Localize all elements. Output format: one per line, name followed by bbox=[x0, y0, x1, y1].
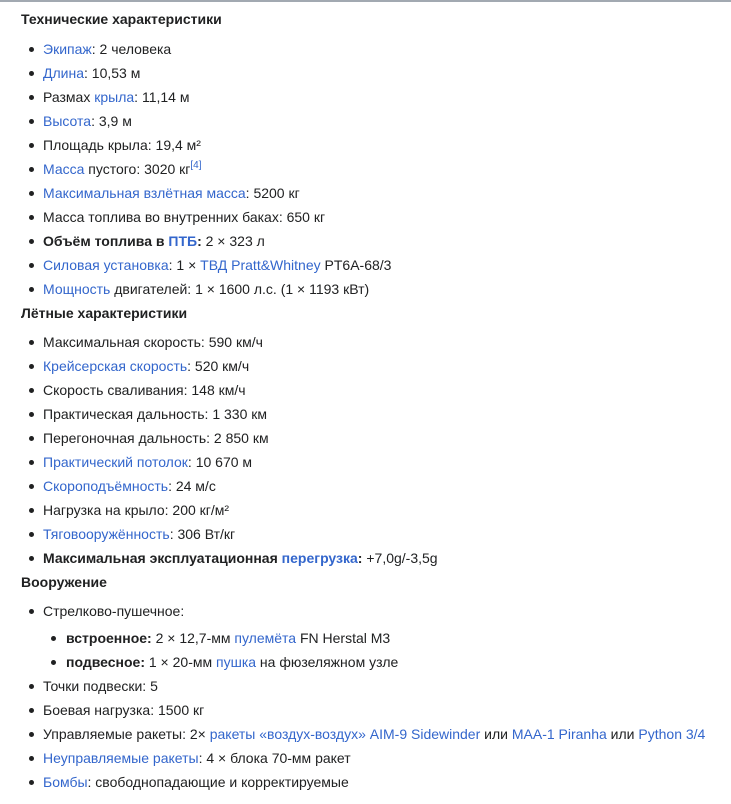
link-wing[interactable]: крыла bbox=[94, 89, 135, 105]
link-ceiling[interactable]: Практический потолок bbox=[43, 454, 188, 470]
link-aim9[interactable]: AIM-9 Sidewinder bbox=[369, 726, 481, 742]
link-tvd[interactable]: ТВД bbox=[200, 257, 228, 273]
ref-4[interactable]: [4] bbox=[190, 160, 202, 171]
item-mtow: Максимальная взлётная масса: 5200 кг bbox=[29, 184, 300, 202]
link-thrust[interactable]: Тяговооружённость bbox=[43, 526, 170, 542]
heading-armament: Вооружение bbox=[21, 574, 107, 590]
link-climb[interactable]: Скороподъёмность bbox=[43, 478, 169, 494]
link-height[interactable]: Высота bbox=[43, 113, 92, 129]
link-powerplant[interactable]: Силовая установка bbox=[43, 257, 169, 273]
link-pratt-whitney[interactable]: Pratt&Whitney bbox=[231, 257, 321, 273]
item-cruise: Крейсерская скорость: 520 км/ч bbox=[29, 357, 249, 375]
link-rockets[interactable]: Неуправляемые ракеты bbox=[43, 750, 199, 766]
link-cannon[interactable]: пушка bbox=[216, 654, 257, 670]
item-ceiling: Практический потолок: 10 670 м bbox=[29, 453, 252, 471]
item-thrust: Тяговооружённость: 306 Вт/кг bbox=[29, 525, 235, 543]
link-length[interactable]: Длина bbox=[43, 65, 84, 81]
link-power[interactable]: Мощность bbox=[43, 281, 111, 297]
item-length: Длина: 10,53 м bbox=[29, 64, 140, 82]
item-range: Практическая дальность: 1 330 км bbox=[29, 405, 267, 423]
heading-flight: Лётные характеристики bbox=[21, 305, 188, 321]
link-mass[interactable]: Масса bbox=[43, 161, 85, 177]
link-ptb[interactable]: ПТБ bbox=[168, 233, 198, 249]
item-guns-podded: подвесное: 1 × 20-мм пушка на фюзеляжном узле bbox=[51, 653, 398, 671]
heading-technical: Технические характеристики bbox=[21, 11, 222, 27]
item-guns-builtin: встроенное: 2 × 12,7-мм пулемёта FN Herstal M3 bbox=[51, 629, 390, 647]
item-span: Размах крыла: 11,14 м bbox=[29, 88, 189, 106]
item-rockets: Неуправляемые ракеты: 4 × блока 70-мм ракет bbox=[29, 749, 351, 767]
top-border bbox=[0, 0, 731, 2]
item-bombs: Бомбы: свободнопадающие и корректируемые bbox=[29, 773, 349, 791]
item-max-speed: Максимальная скорость: 590 км/ч bbox=[29, 333, 263, 351]
link-mtow[interactable]: Максимальная взлётная масса bbox=[43, 185, 246, 201]
link-crew[interactable]: Экипаж bbox=[43, 41, 92, 57]
item-payload: Боевая нагрузка: 1500 кг bbox=[29, 701, 204, 719]
link-piranha[interactable]: MAA-1 Piranha bbox=[511, 726, 607, 742]
item-wing-area: Площадь крыла: 19,4 м² bbox=[29, 136, 201, 154]
link-cruise[interactable]: Крейсерская скорость bbox=[43, 358, 188, 374]
link-python[interactable]: Python 3/4 bbox=[638, 726, 706, 742]
item-g-load: Максимальная эксплуатационная перегрузка: +7,0g/-3,5g bbox=[29, 549, 438, 567]
item-stall: Скорость сваливания: 148 км/ч bbox=[29, 381, 246, 399]
item-ferry: Перегоночная дальность: 2 850 км bbox=[29, 429, 269, 447]
item-wing-load: Нагрузка на крыло: 200 кг/м² bbox=[29, 501, 229, 519]
link-machine-gun[interactable]: пулемёта bbox=[234, 630, 297, 646]
link-g-load[interactable]: перегрузка bbox=[281, 550, 358, 566]
item-power: Мощность двигателей: 1 × 1600 л.с. (1 × 1193 кВт) bbox=[29, 280, 369, 298]
item-hardpoints: Точки подвески: 5 bbox=[29, 677, 158, 695]
item-fuel-internal: Масса топлива во внутренних баках: 650 кг bbox=[29, 208, 325, 226]
item-height: Высота: 3,9 м bbox=[29, 112, 132, 130]
item-climb: Скороподъёмность: 24 м/с bbox=[29, 477, 216, 495]
item-missiles: Управляемые ракеты: 2× ракеты «воздух-воздух» AIM-9 Sidewinder или MAA-1 Piranha или Python 3/4 bbox=[29, 725, 705, 743]
item-guns: Стрелково-пушечное: bbox=[29, 602, 184, 620]
item-fuel-external: Объём топлива в ПТБ: 2 × 323 л bbox=[29, 232, 265, 250]
link-bombs[interactable]: Бомбы bbox=[43, 774, 88, 790]
item-empty-mass: Масса пустого: 3020 кг[4] bbox=[29, 160, 202, 178]
item-crew: Экипаж: 2 человека bbox=[29, 40, 171, 58]
item-powerplant: Силовая установка: 1 × ТВД Pratt&Whitney PT6A-68/3 bbox=[29, 256, 391, 274]
link-aam[interactable]: ракеты «воздух-воздух» bbox=[209, 726, 366, 742]
